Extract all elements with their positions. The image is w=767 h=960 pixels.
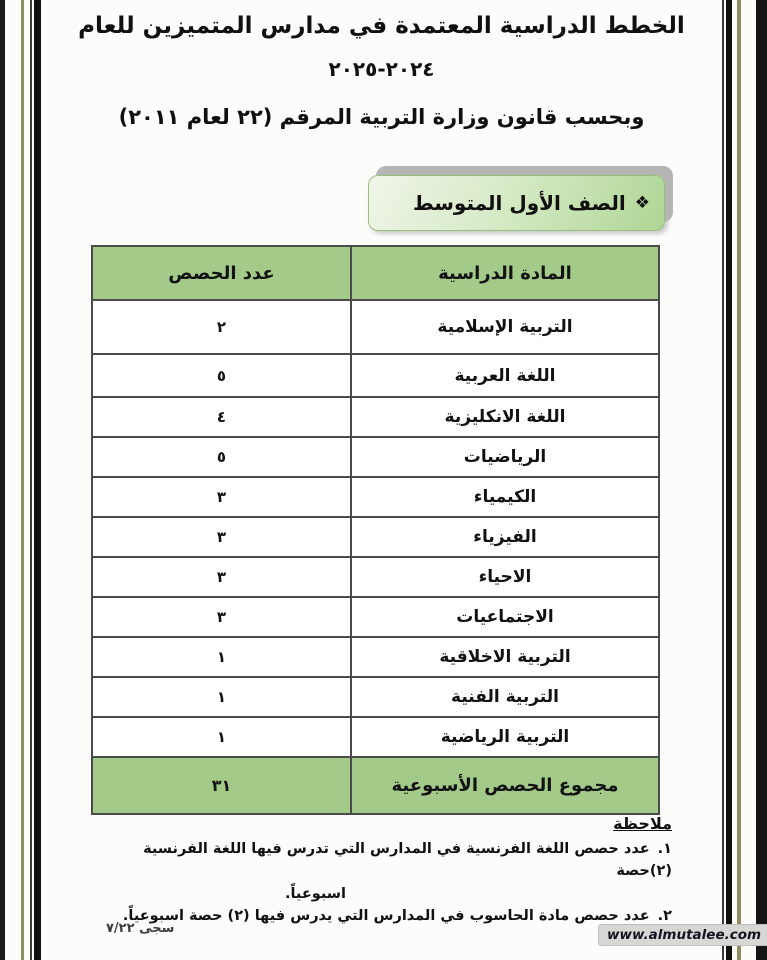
count-cell: ٣ [92, 597, 351, 637]
subject-cell: اللغة الانكليزية [351, 397, 659, 437]
note-text: عدد حصص اللغة الفرنسية في المدارس التي تدرس فيها اللغة الفرنسية (٢)حصة [143, 841, 672, 880]
frame-left-outer-line [0, 0, 5, 960]
subject-cell: الاجتماعيات [351, 597, 659, 637]
count-cell: ٥ [92, 437, 351, 477]
note-number: ١. [657, 841, 672, 857]
table-row [92, 477, 659, 517]
subject-column-header: المادة الدراسية [351, 246, 659, 300]
subject-cell: التربية الرياضية [351, 717, 659, 757]
table-row [92, 557, 659, 597]
count-cell: ٤ [92, 397, 351, 437]
count-cell: ٥ [92, 354, 351, 397]
count-cell: ٣ [92, 517, 351, 557]
total-count-cell: ٣١ [92, 757, 351, 814]
frame-left-thick-line [34, 0, 41, 960]
table-row [92, 437, 659, 477]
page-title: الخطط الدراسية المعتمدة في مدارس المتميزين للعام [78, 13, 685, 39]
note-item [100, 838, 672, 905]
count-cell: ٢ [92, 300, 351, 354]
subject-cell: التربية الفنية [351, 677, 659, 717]
note-item [100, 905, 672, 927]
table-row [92, 717, 659, 757]
table-total-row [92, 757, 659, 814]
subject-cell: الفيزياء [351, 517, 659, 557]
subject-cell: الكيمياء [351, 477, 659, 517]
page-number: سجى ٧/٢٢ [106, 921, 175, 936]
table-header-row [92, 246, 659, 300]
note-number: ٢. [657, 908, 672, 925]
table-row [92, 354, 659, 397]
total-label-cell: مجموع الحصص الأسبوعية [351, 757, 659, 814]
count-cell: ٣ [92, 557, 351, 597]
frame-right-olive-line [737, 0, 741, 960]
subject-cell: التربية الاخلاقية [351, 637, 659, 677]
document-header [41, 12, 722, 129]
frame-right-outer-line [756, 0, 767, 960]
note-text-continuation: اسبوعياً. [284, 885, 346, 902]
table-row [92, 397, 659, 437]
table-row [92, 597, 659, 637]
notes-heading: ملاحظة [613, 814, 672, 833]
table-row [92, 517, 659, 557]
frame-left-olive-line [21, 0, 24, 960]
frame-right-thick-line [726, 0, 732, 960]
count-cell: ١ [92, 677, 351, 717]
count-cell: ١ [92, 637, 351, 677]
page-content [41, 0, 722, 960]
watermark-badge: www.almutalee.com [598, 924, 767, 946]
weekly-plan-table [91, 245, 660, 815]
count-cell: ٣ [92, 477, 351, 517]
diamond-bullet-icon: ❖ [634, 193, 650, 213]
table-row [92, 300, 659, 354]
law-subtitle: وبحسب قانون وزارة التربية المرقم (٢٢ لعام ٢٠١١) [118, 104, 645, 129]
count-column-header: عدد الحصص [92, 246, 351, 300]
notes-section [100, 814, 672, 928]
grade-section-badge [368, 175, 665, 231]
subject-cell: التربية الإسلامية [351, 300, 659, 354]
table-row [92, 677, 659, 717]
academic-year: ٢٠٢٤-٢٠٢٥ [328, 56, 435, 81]
note-text: عدد حصص مادة الحاسوب في المدارس التي يدرس فيها (٢) حصة اسبوعياً. [122, 908, 650, 925]
frame-right-thin-line [722, 0, 724, 960]
subject-cell: الرياضيات [351, 437, 659, 477]
count-cell: ١ [92, 717, 351, 757]
table-row [92, 637, 659, 677]
subject-cell: اللغة العربية [351, 354, 659, 397]
frame-left-thin-line [30, 0, 32, 960]
subject-cell: الاحياء [351, 557, 659, 597]
grade-section-title: الصف الأول المتوسط [412, 191, 626, 215]
